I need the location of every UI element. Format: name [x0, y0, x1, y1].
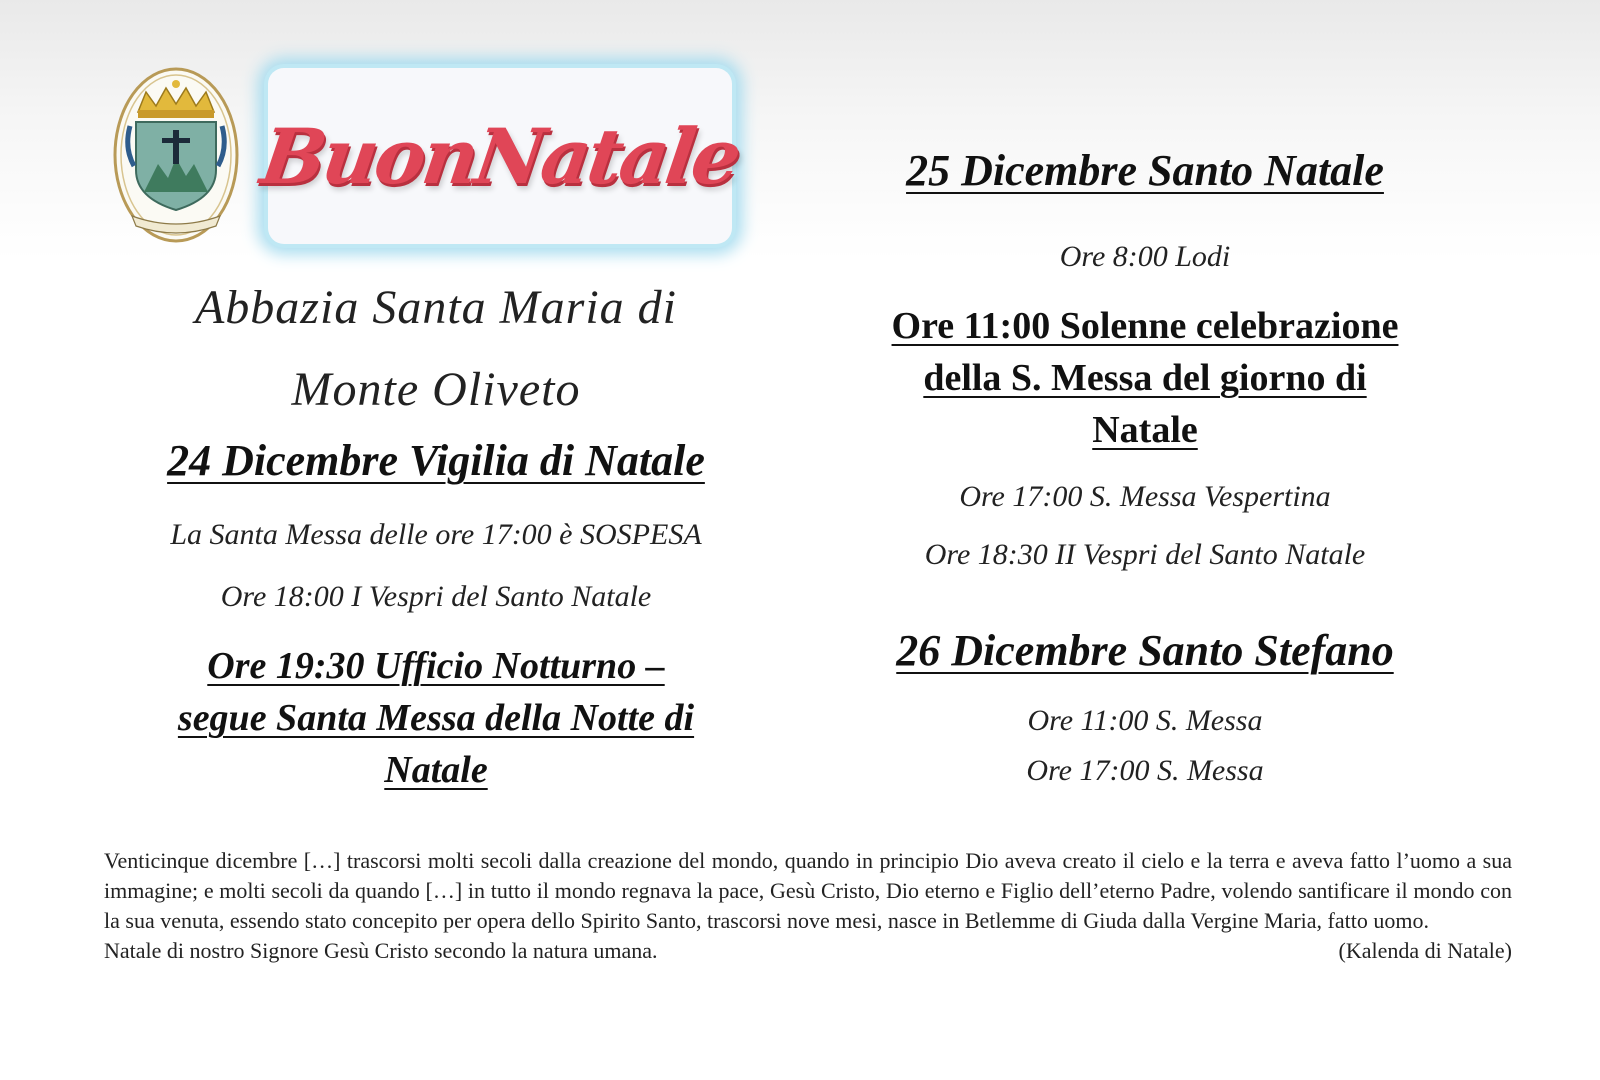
quote-source: (Kalenda di Natale)	[1338, 938, 1512, 963]
kalenda-quote	[104, 846, 1512, 966]
heading-line: Natale	[1092, 409, 1198, 451]
schedule-line: Ore 11:00 S. Messa	[1027, 704, 1263, 737]
schedule-line: Ore 8:00 Lodi	[1059, 240, 1231, 273]
buon-natale-logo	[255, 68, 745, 244]
solenne-celebrazione-heading	[800, 300, 1490, 456]
quote-footer	[104, 936, 1512, 966]
abbey-name-line-2: Monte Oliveto	[291, 363, 581, 416]
heading-line: Natale	[384, 749, 488, 791]
heading-25-dicembre: 25 Dicembre Santo Natale	[906, 146, 1384, 195]
heading-line: Ore 19:30 Ufficio Notturno –	[207, 645, 665, 687]
schedule-line: Ore 17:00 S. Messa	[1026, 754, 1264, 787]
abbey-name-line-1: Abbazia Santa Maria di	[194, 281, 677, 334]
schedule-line: La Santa Messa delle ore 17:00 è SOSPESA	[170, 518, 702, 551]
schedule-line: Ore 17:00 S. Messa Vespertina	[959, 480, 1331, 513]
ufficio-notturno-heading	[96, 640, 776, 796]
heading-line: della S. Messa del giorno di	[923, 357, 1367, 399]
heading-26-dicembre: 26 Dicembre Santo Stefano	[896, 626, 1394, 675]
abbey-coat-of-arms-icon	[112, 66, 240, 244]
heading-line: segue Santa Messa della Notte di	[177, 697, 695, 739]
schedule-line: Ore 18:00 I Vespri del Santo Natale	[220, 580, 652, 613]
quote-last-line: Natale di nostro Signore Gesù Cristo secondo la natura umana.	[104, 938, 658, 963]
buon-natale-text: BuonNatale	[255, 111, 745, 201]
schedule-line: Ore 18:30 II Vespri del Santo Natale	[924, 538, 1366, 571]
heading-line: Ore 11:00 Solenne celebrazione	[891, 305, 1399, 347]
quote-text: Venticinque dicembre […] trascorsi molti secoli dalla creazione del mondo, quando in principio Dio aveva creato il cielo e la terra e aveva fatto l’uomo a sua immagine; e molti secoli da quando […] in tutto il mondo regnava la pace, Gesù Cristo, Dio eterno e Figlio dell’eterno Padre, volendo santificare il mondo con la sua venuta, essendo stato concepito per opera dello Spirito Santo, trascorsi nove mesi, nasce in Betlemme di Giuda dalla Vergine Maria, fatto uomo.	[104, 848, 1512, 933]
heading-24-dicembre: 24 Dicembre Vigilia di Natale	[167, 436, 705, 485]
